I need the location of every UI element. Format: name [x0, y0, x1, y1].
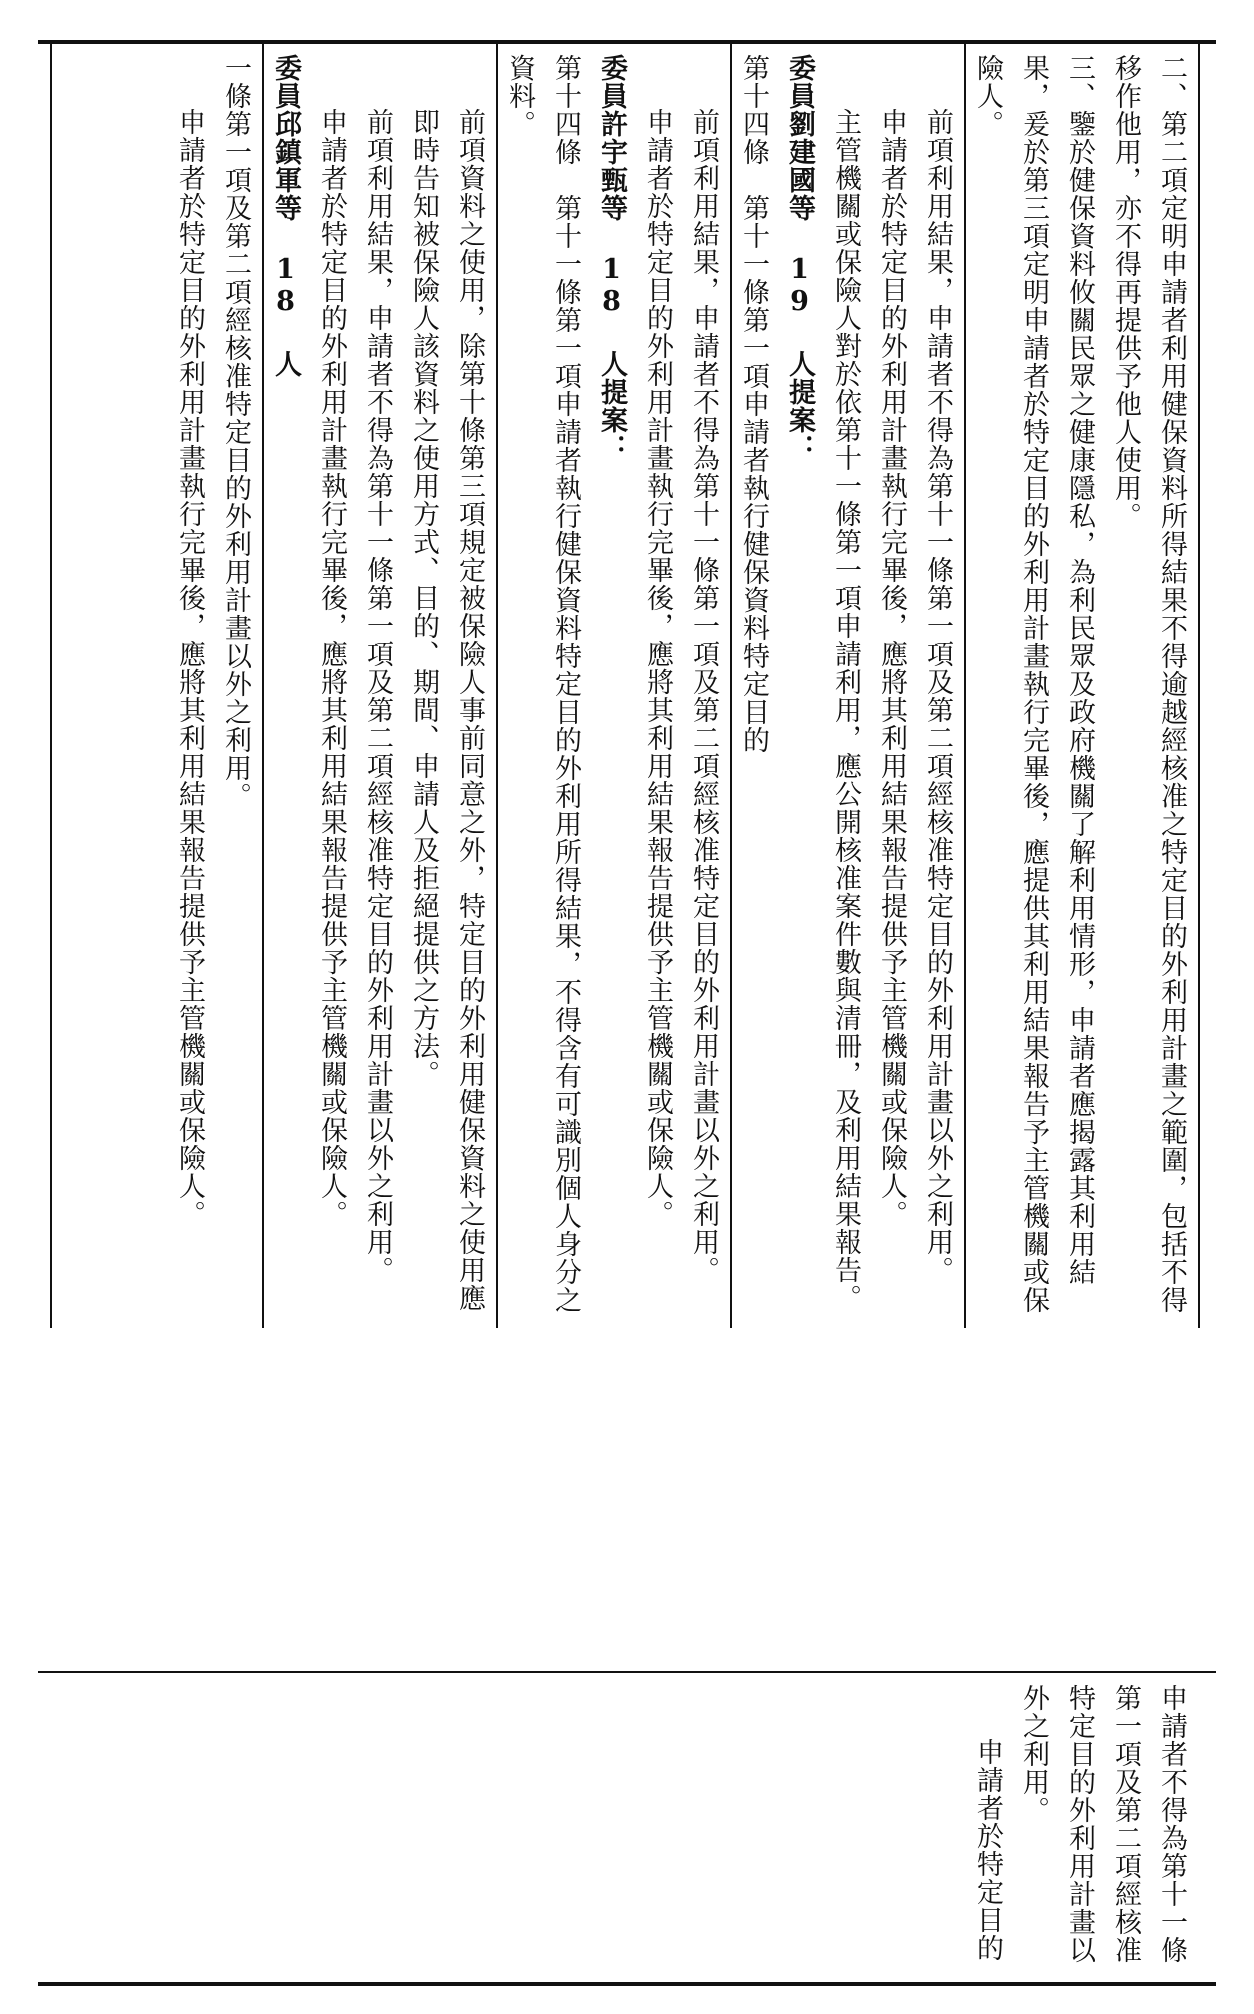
top-rule — [38, 40, 1216, 44]
column-divider — [50, 44, 52, 1328]
paragraph: 主管機關或保險人對於依第十一條第一項申請利用，應公開核准案件數與清冊，及利用結果報告。 — [830, 108, 861, 1312]
paragraph: 申請者於特定目的 — [972, 1738, 1003, 1962]
row-separator — [38, 1671, 1216, 1673]
table-cell-row1-col4 — [266, 54, 492, 1326]
paragraph: 申請者於特定目的外利用計畫執行完畢後，應將其利用結果報告提供予主管機關或保險人。 — [174, 108, 205, 1228]
paragraph: 前項資料之使用，除第十條第三項規定被保險人事前同意之外，特定目的外利用健保資料之使用應即時告知被保險人該資料之使用方式、目的、期間、申請人及拒絕提供之方法。 — [408, 108, 485, 1312]
article-paragraph: 第十四條 第十一條第一項申請者執行健保資料特定目的外利用所得結果，不得含有可識別個人身分之資料。 — [504, 54, 581, 1314]
proposal-heading: 委員邱鎮軍等 18 人 — [270, 54, 301, 378]
table-cell-row1-col1 — [968, 54, 1194, 1326]
table-cell-row1-col5 — [54, 54, 258, 1326]
table-cell-row1-col3 — [500, 54, 726, 1326]
paragraph: 一條第一項及第二項經核准特定目的外利用計畫以外之利用。 — [220, 54, 251, 810]
column-divider — [1198, 44, 1200, 1328]
column-divider — [730, 44, 732, 1328]
paragraph: 申請者於特定目的外利用計畫執行完畢後，應將其利用結果報告提供予主管機關或保險人。 — [642, 108, 673, 1228]
paragraph: 前項利用結果，申請者不得為第十一條第一項及第二項經核准特定目的外利用計畫以外之利用。 — [362, 108, 393, 1284]
paragraph: 三、鑒於健保資料攸關民眾之健康隱私，為利民眾及政府機關了解利用情形，申請者應揭露其利用結果，爰於第三項定明申請者於特定目的外利用計畫執行完畢後，應提供其利用結果報告予主管機關或保險人。 — [972, 54, 1095, 1314]
paragraph: 申請者於特定目的外利用計畫執行完畢後，應將其利用結果報告提供予主管機關或保險人。 — [876, 108, 907, 1228]
bottom-rule — [38, 1982, 1216, 1986]
paragraph: 申請者不得為第十一條第一項及第二項經核准特定目的外利用計畫以外之利用。 — [1018, 1684, 1187, 1964]
proposal-heading: 委員劉建國等 19 人提案： — [784, 54, 815, 462]
column-divider — [262, 44, 264, 1328]
paragraph: 申請者於特定目的外利用計畫執行完畢後，應將其利用結果報告提供予主管機關或保險人。 — [316, 108, 347, 1228]
paragraph: 二、第二項定明申請者利用健保資料所得結果不得逾越經核准之特定目的外利用計畫之範圍，包括不得移作他用，亦不得再提供予他人使用。 — [1110, 54, 1187, 1314]
proposal-heading: 委員許宇甄等 18 人提案： — [596, 54, 627, 462]
paragraph: 前項利用結果，申請者不得為第十一條第一項及第二項經核准特定目的外利用計畫以外之利用。 — [688, 108, 719, 1284]
paragraph: 前項利用結果，申請者不得為第十一條第一項及第二項經核准特定目的外利用計畫以外之利用。 — [922, 108, 953, 1284]
article-paragraph: 第十四條 第十一條第一項申請者執行健保資料特定目的 — [738, 54, 769, 754]
table-cell-row1-col2 — [734, 54, 960, 1326]
column-divider — [496, 44, 498, 1328]
column-divider — [964, 44, 966, 1328]
table-cell-row2-col1 — [968, 1684, 1194, 1974]
